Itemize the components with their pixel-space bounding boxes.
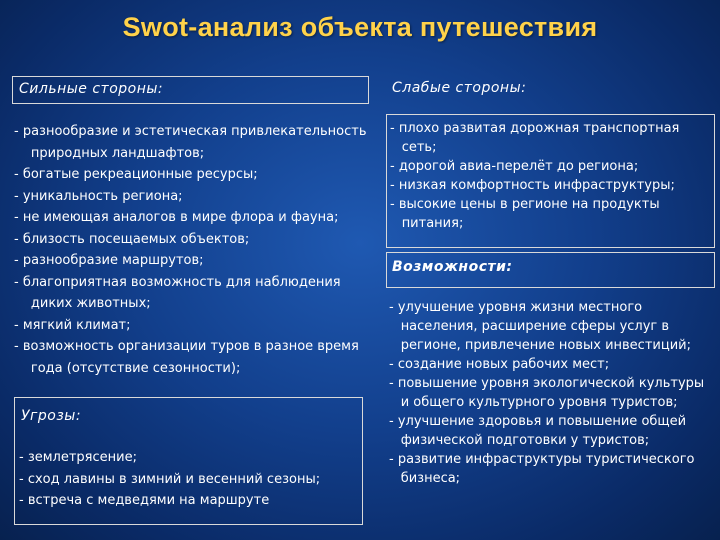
list-item: - высокие цены в регионе на продукты питания; xyxy=(390,197,660,231)
list-item: - возможность организации туров в разное время года (отсутствие сезонности); xyxy=(14,339,359,376)
list-item: - низкая комфортность инфраструктуры; xyxy=(390,178,675,193)
list-item: - благоприятная возможность для наблюдения диких животных; xyxy=(14,274,341,311)
list-item: - разнообразие и эстетическая привлекательность природных ландшафтов; xyxy=(14,124,367,161)
opportunities-list xyxy=(389,298,715,488)
threats-list xyxy=(19,447,359,512)
list-item: - плохо развитая дорожная транспортная сеть; xyxy=(390,121,680,155)
slide-title: Swot-анализ объекта путешествия xyxy=(122,12,598,42)
list-item: - разнообразие маршрутов; xyxy=(14,253,204,268)
strengths-list xyxy=(14,121,370,379)
weaknesses-list xyxy=(390,119,712,233)
list-item: - встреча с медведями на маршруте xyxy=(19,493,270,508)
weaknesses-header: Слабые стороны: xyxy=(392,80,527,96)
list-item: - дорогой авиа-перелёт до региона; xyxy=(390,159,639,174)
list-item: - улучшение уровня жизни местного населения, расширение сферы услуг в регионе, привлечение новых инвестиций; xyxy=(389,300,691,353)
list-item: - землетрясение; xyxy=(19,450,137,465)
list-item: - мягкий климат; xyxy=(14,317,131,333)
list-item: - улучшение здоровья и повышение общей физической подготовки у туристов; xyxy=(389,414,687,448)
list-item: - богатые рекреационные ресурсы; xyxy=(14,167,258,182)
opportunities-header: Возможности: xyxy=(386,252,715,288)
list-item: - сход лавины в зимний и весенний сезоны; xyxy=(19,471,321,487)
threats-header: Угрозы: xyxy=(21,408,82,424)
list-item: - не имеющая аналогов в мире флора и фауна; xyxy=(14,210,339,225)
list-item: - создание новых рабочих мест; xyxy=(389,357,610,372)
list-item: - близость посещаемых объектов; xyxy=(14,231,250,247)
weaknesses-box xyxy=(386,114,715,248)
threats-box xyxy=(14,397,363,525)
strengths-header: Сильные стороны: xyxy=(12,76,369,104)
list-item: - уникальность региона; xyxy=(14,188,183,204)
list-item: - повышение уровня экологической культуры и общего культурного уровня туристов; xyxy=(389,376,705,410)
list-item: - развитие инфраструктуры туристического бизнеса; xyxy=(389,452,695,486)
